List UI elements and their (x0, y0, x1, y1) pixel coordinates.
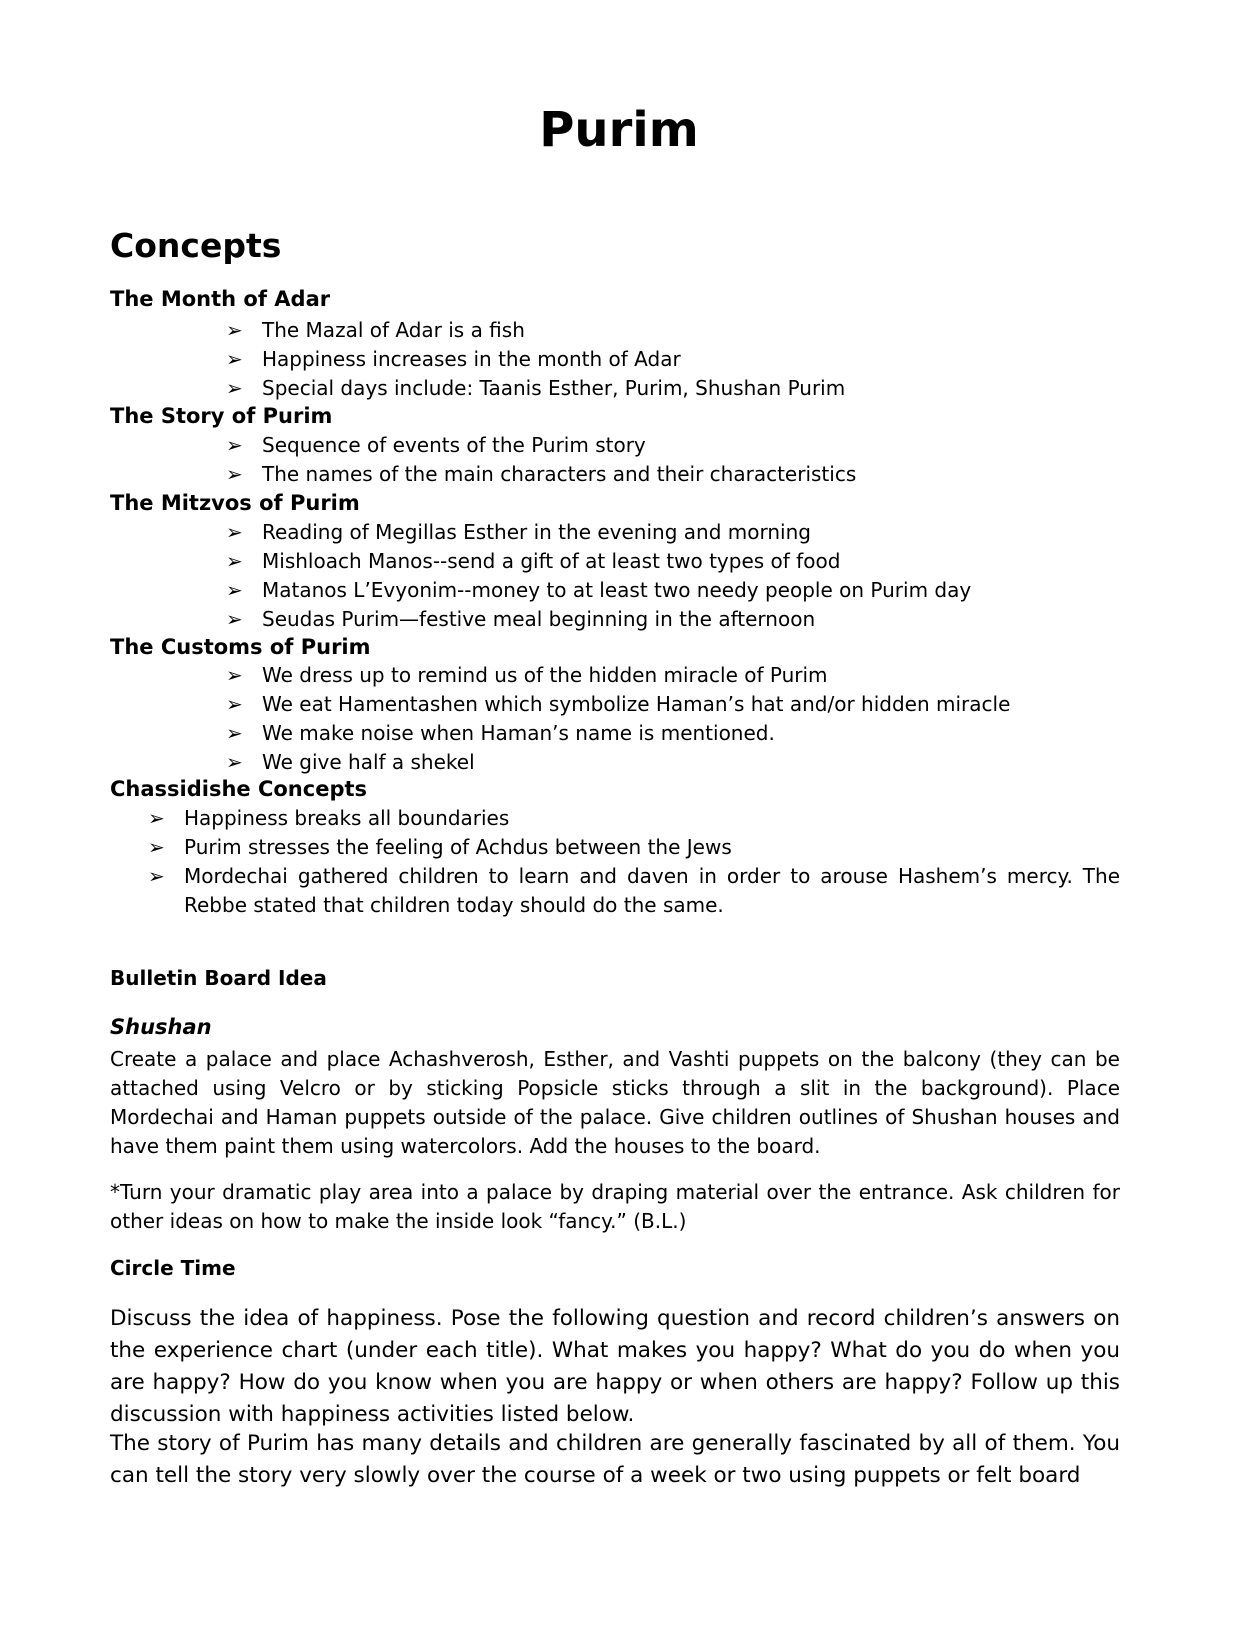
section-heading-chassidishe-concepts: Chassidishe Concepts (110, 777, 368, 801)
list-item: ➢ Happiness increases in the month of Adar (226, 345, 845, 374)
list-item: ➢ Special days include: Taanis Esther, Purim, Shushan Purim (226, 374, 845, 403)
section-heading-mitzvos-of-purim: The Mitzvos of Purim (110, 491, 360, 515)
arrow-bullet-icon: ➢ (226, 721, 243, 745)
page-title: Purim (539, 102, 699, 158)
bulletin-board-heading: Bulletin Board Idea (110, 966, 327, 990)
arrow-bullet-icon: ➢ (226, 318, 243, 342)
circle-time-paragraph-1: Discuss the idea of happiness. Pose the following question and record children’s answers on the experience chart (under each title). What makes you happy? What do you do when you are happy? How do you know when you are happy or when others are happy? Follow up this discussion with happiness activities listed below. (110, 1306, 1120, 1427)
arrow-bullet-icon: ➢ (226, 433, 243, 457)
list-item: ➢ We give half a shekel (226, 748, 1010, 777)
list-item: ➢ Reading of Megillas Esther in the evening and morning (226, 518, 971, 547)
list-item: ➢ Seudas Purim—festive meal beginning in the afternoon (226, 605, 971, 634)
list-item: ➢ Mordechai gathered children to learn and daven in order to arouse Hashem’s mercy. The Rebbe stated that children today should do the same. (148, 864, 1120, 917)
section-heading-story-of-purim: The Story of Purim (110, 404, 333, 428)
arrow-bullet-icon: ➢ (226, 663, 243, 687)
circle-time-paragraph-2: The story of Purim has many details and children are generally fascinated by all of them. You can tell the story very slowly over the course of a week or two using puppets or felt board (110, 1431, 1120, 1488)
list-story-of-purim (226, 431, 856, 489)
list-month-of-adar (226, 316, 845, 403)
list-mitzvos-of-purim (226, 518, 971, 634)
arrow-bullet-icon: ➢ (226, 462, 243, 486)
arrow-bullet-icon: ➢ (226, 376, 243, 400)
list-item: ➢ The Mazal of Adar is a fish (226, 316, 845, 345)
arrow-bullet-icon: ➢ (148, 864, 165, 888)
arrow-bullet-icon: ➢ (148, 806, 165, 830)
arrow-bullet-icon: ➢ (226, 607, 243, 631)
shushan-subheading: Shushan (110, 1015, 212, 1039)
arrow-bullet-icon: ➢ (226, 578, 243, 602)
list-item: ➢ Sequence of events of the Purim story (226, 431, 856, 460)
section-heading-customs-of-purim: The Customs of Purim (110, 635, 371, 659)
list-item: ➢ We eat Hamentashen which symbolize Haman’s hat and/or hidden miracle (226, 690, 1010, 719)
arrow-bullet-icon: ➢ (226, 750, 243, 774)
circle-time-heading: Circle Time (110, 1256, 236, 1280)
dramatic-play-note: *Turn your dramatic play area into a palace by draping material over the entrance. Ask children for other ideas on how to make the inside look “fancy.” (B.L.) (110, 1180, 1120, 1233)
arrow-bullet-icon: ➢ (226, 549, 243, 573)
section-heading-month-of-adar: The Month of Adar (110, 287, 331, 311)
concepts-heading: Concepts (110, 226, 282, 265)
list-chassidishe-concepts (148, 804, 1120, 920)
arrow-bullet-icon: ➢ (226, 347, 243, 371)
arrow-bullet-icon: ➢ (148, 835, 165, 859)
arrow-bullet-icon: ➢ (226, 520, 243, 544)
arrow-bullet-icon: ➢ (226, 692, 243, 716)
list-item: ➢ Happiness breaks all boundaries (148, 804, 1120, 833)
bulletin-board-paragraph: Create a palace and place Achashverosh, Esther, and Vashti puppets on the balcony (they can be attached using Velcro or by sticking Popsicle sticks through a slit in the background). Place Mordechai and Haman puppets outside of the palace. Give children outlines of Shushan houses and have them paint them using watercolors. Add the houses to the board. (110, 1047, 1120, 1158)
list-item: ➢ We dress up to remind us of the hidden miracle of Purim (226, 661, 1010, 690)
list-item: ➢ We make noise when Haman’s name is mentioned. (226, 719, 1010, 748)
list-item: ➢ Mishloach Manos--send a gift of at least two types of food (226, 547, 971, 576)
list-item: ➢ Matanos L’Evyonim--money to at least two needy people on Purim day (226, 576, 971, 605)
list-item: ➢ Purim stresses the feeling of Achdus between the Jews (148, 833, 1120, 862)
list-item: ➢ The names of the main characters and their characteristics (226, 460, 856, 489)
list-customs-of-purim (226, 661, 1010, 777)
